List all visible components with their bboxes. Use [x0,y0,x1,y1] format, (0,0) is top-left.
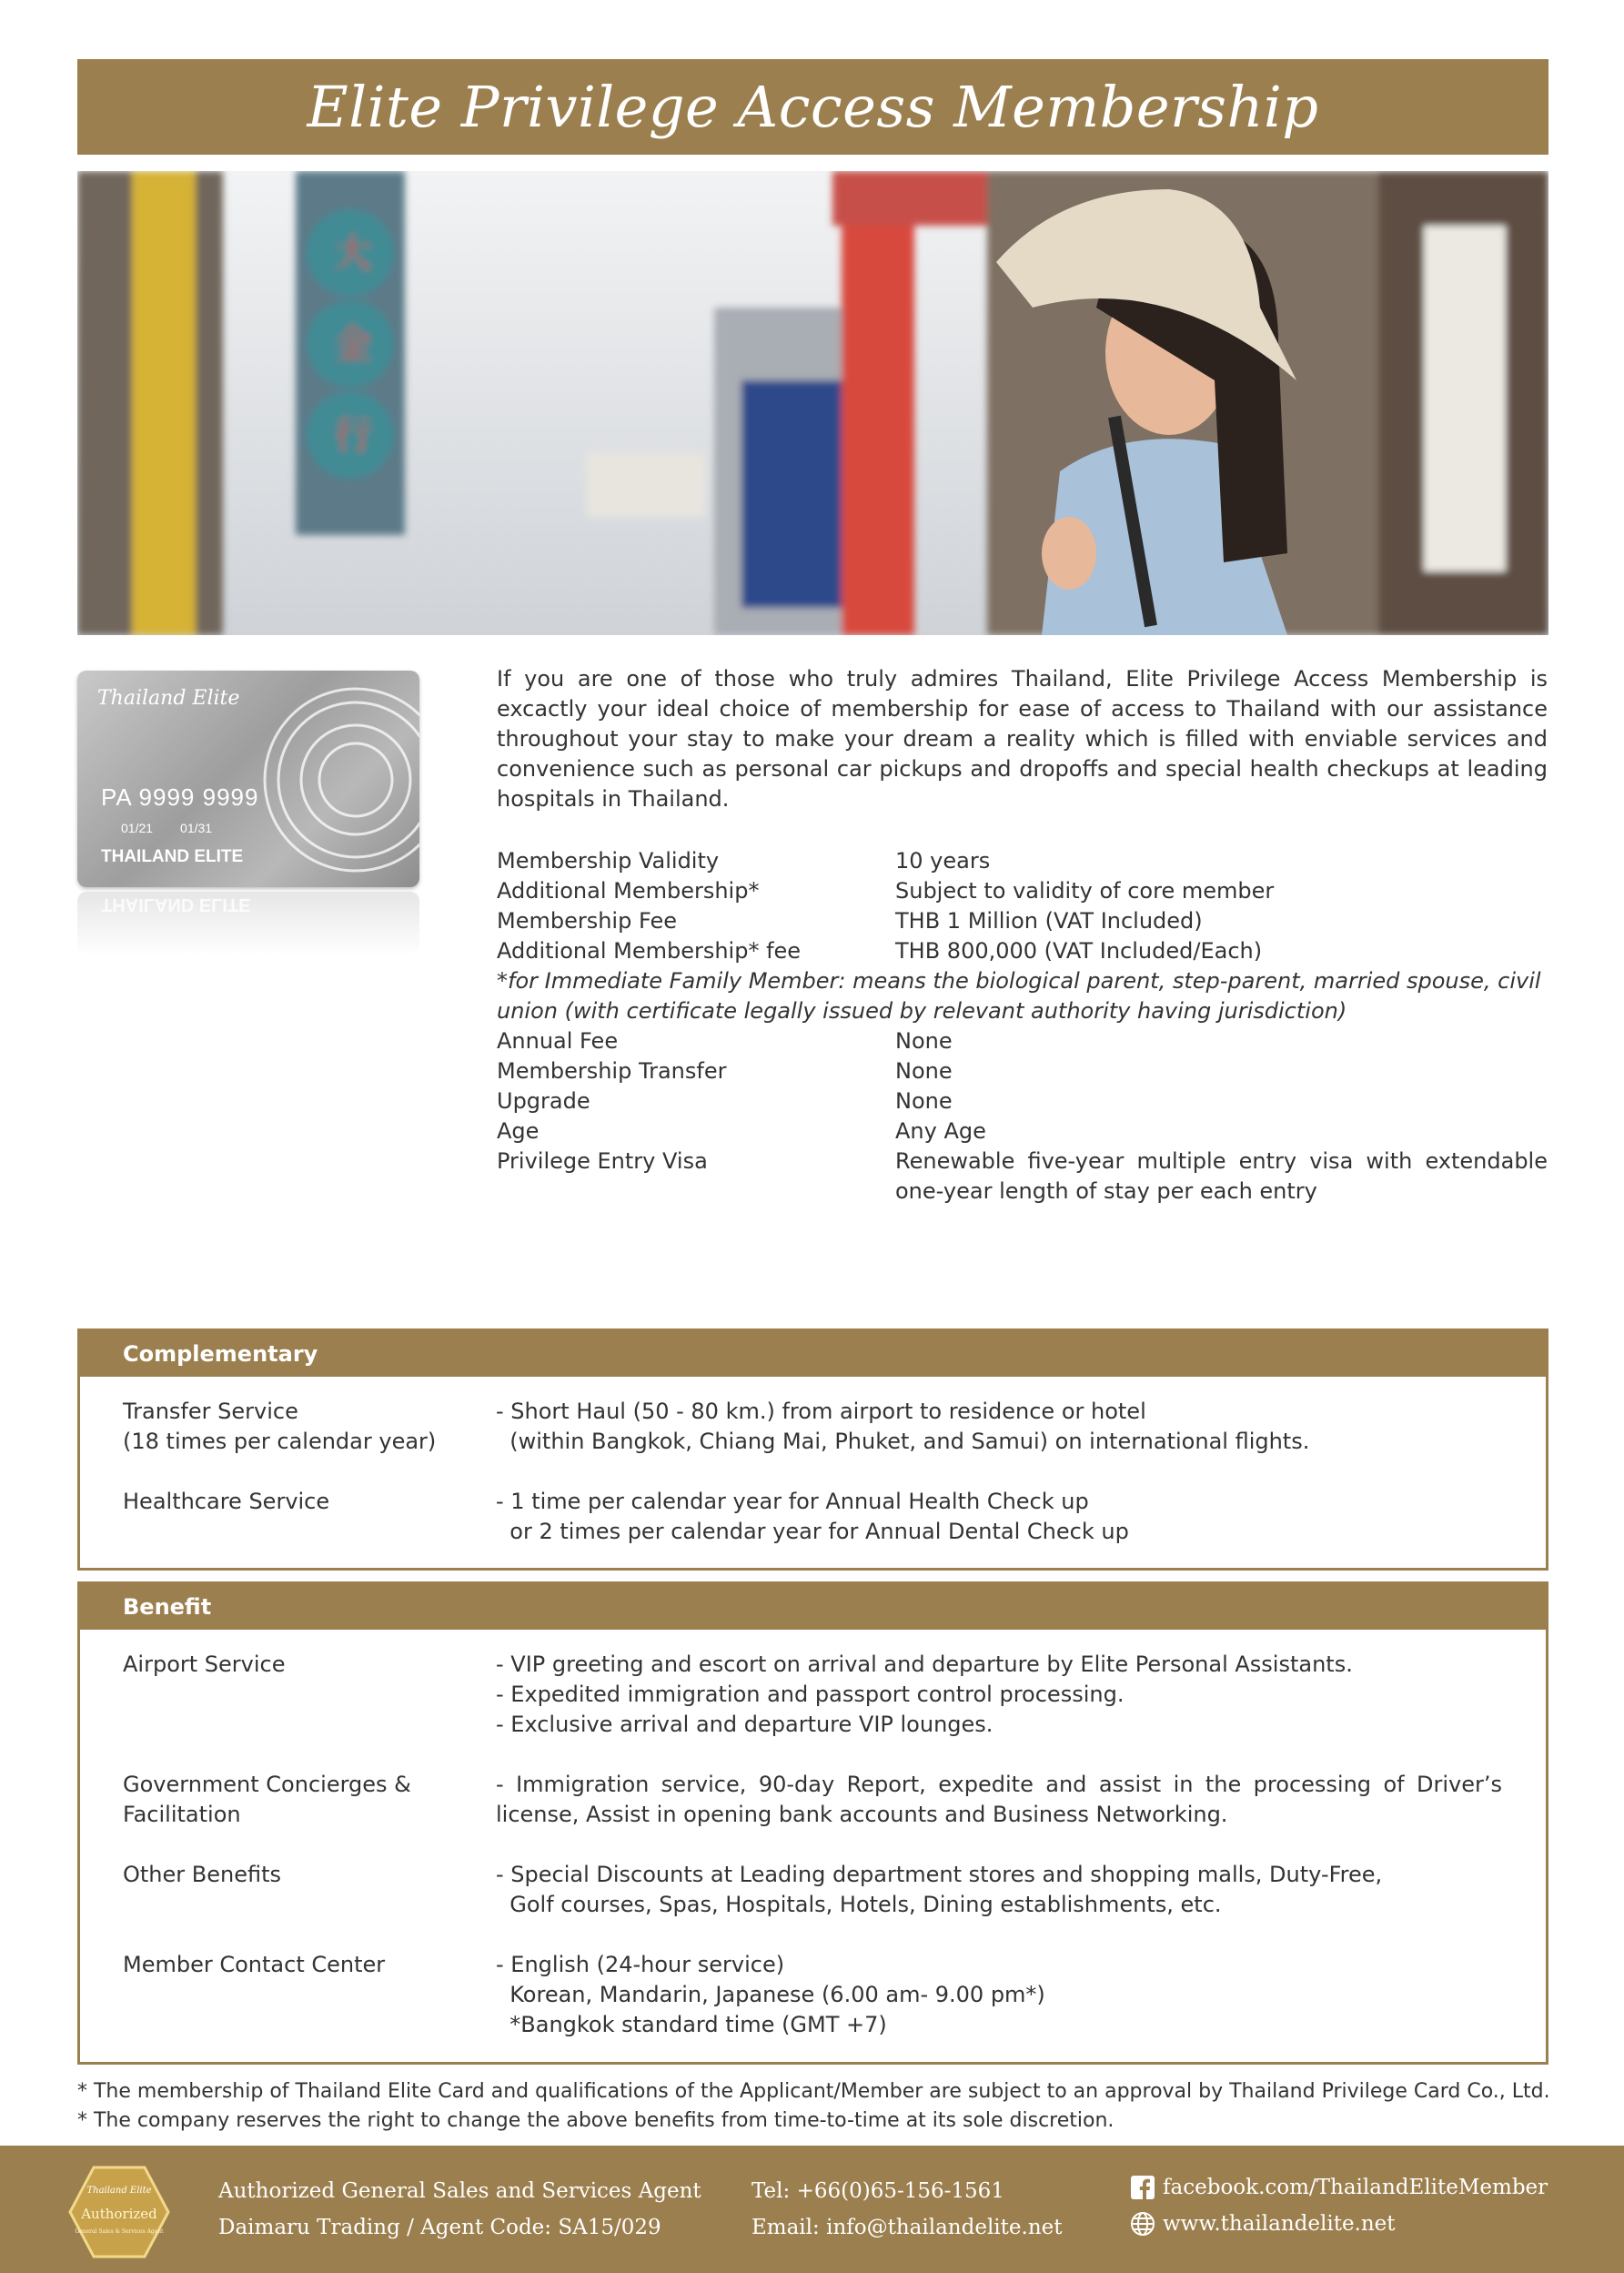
row-label: Other Benefits [123,1862,282,1887]
agent-code: Daimaru Trading / Agent Code: SA15/029 [218,2216,661,2239]
row-label-sub: (18 times per calendar year) [123,1429,437,1454]
spec-label: Upgrade [497,1088,590,1114]
svg-text:金: 金 [334,322,373,367]
complementary-heading: Complementary [80,1331,1546,1377]
spec-label: Additional Membership* fee [497,938,802,964]
panel-row [123,1487,1502,1547]
spec-value: None [895,1088,953,1114]
spec-label: Age [497,1118,540,1144]
row-line: *Bangkok standard time (GMT +7) [496,2012,887,2037]
spec-value: THB 800,000 (VAT Included/Each) [895,938,1263,964]
email-address[interactable]: Email: info@thailandelite.net [751,2216,1063,2239]
badge-sub-text: General Sales & Services Agent [75,2228,164,2235]
spec-label: Annual Fee [497,1028,619,1054]
spec-value: None [895,1058,953,1084]
globe-icon [1130,2211,1155,2237]
spec-row [497,936,1548,966]
spec-value: Renewable five-year multiple entry visa with extendable one-year length of stay per each entry [895,1148,1548,1204]
family-member-note: *for Immediate Family Member: means the biological parent, step-parent, married spouse, civil union (with certificate legally issued by relevant authority having jurisdiction) [497,968,1541,1024]
spec-label: Membership Validity [497,848,720,874]
benefit-heading: Benefit [80,1584,1546,1630]
title-banner [77,59,1548,155]
spec-row [497,1086,1548,1116]
facebook-icon [1130,2175,1155,2200]
facebook-link[interactable] [1130,2169,1548,2206]
street-scene-illustration [77,171,1548,635]
row-line: - Exclusive arrival and departure VIP lounges. [496,1712,994,1737]
spec-row [497,846,1548,876]
spec-label: Privilege Entry Visa [497,1148,708,1174]
badge-main-text: Authorized [81,2206,157,2222]
spec-row [497,1147,1548,1207]
website-url: www.thailandelite.net [1163,2212,1396,2236]
intro-paragraph: If you are one of those who truly admires Thailand, Elite Privilege Access Membership is excactly your ideal choice of membership for ease of access to Thailand with our assistance throughout your stay to make your dream a reality which is filled with enviable services and convenience such as personal car pickups and dropoffs and special health checkups at leading hospitals in Thailand. [497,666,1548,812]
row-line: - Immigration service, 90-day Report, expedite and assist in the processing of Driver’s license, Assist in opening bank accounts and Business Networking. [496,1772,1502,1827]
panel-row [123,1397,1502,1457]
row-line: or 2 times per calendar year for Annual Dental Check up [496,1519,1129,1544]
row-label: Healthcare Service [123,1489,330,1514]
panel-row [123,1770,1502,1830]
page-title: Elite Privilege Access Membership [307,74,1319,140]
spec-row [497,1116,1548,1147]
spec-value: None [895,1028,953,1054]
spec-value: 10 years [895,848,991,874]
agent-line: Authorized General Sales and Services Agent [218,2179,701,2203]
contact-info [751,2173,1063,2246]
complementary-panel [77,1328,1548,1571]
spec-value: THB 1 Million (VAT Included) [895,908,1203,934]
spec-row [497,1056,1548,1086]
phone-number[interactable]: Tel: +66(0)65-156-1561 [751,2179,1004,2203]
badge-top-text: Thailand Elite [86,2186,152,2196]
svg-text:行: 行 [334,413,373,458]
social-links [1130,2169,1548,2242]
row-label: Member Contact Center [123,1952,386,1977]
card-reflection-text: THAILAND ELITE [101,894,251,914]
spec-value: Subject to validity of core member [895,878,1275,904]
spec-label: Additional Membership* [497,878,760,904]
spec-row [497,906,1548,936]
card-valid-thru: 01/31 [180,821,213,835]
row-label: Government Concierges & Facilitation [123,1772,411,1827]
row-line: Korean, Mandarin, Japanese (6.00 am- 9.00 pm*) [496,1982,1045,2007]
row-line: - VIP greeting and escort on arrival and departure by Elite Personal Assistants. [496,1652,1353,1677]
facebook-url: facebook.com/ThailandEliteMember [1163,2176,1548,2199]
panel-row [123,1650,1502,1740]
footnote: * The membership of Thailand Elite Card and qualifications of the Applicant/Member are subject to an approval by Thailand Privilege Card Co., Ltd. [77,2080,1550,2103]
card-brand: THAILAND ELITE [101,847,244,866]
row-label: Transfer Service [123,1399,298,1424]
authorized-agent-badge [68,2166,170,2258]
row-line: - 1 time per calendar year for Annual Health Check up [496,1489,1089,1514]
footnotes [77,2077,1551,2136]
row-line: - Short Haul (50 - 80 km.) from airport to residence or hotel [496,1399,1146,1424]
spec-value: Any Age [895,1118,986,1144]
website-link[interactable] [1130,2206,1548,2242]
row-label: Airport Service [123,1652,286,1677]
mandala-icon [256,680,419,880]
spec-row [497,876,1548,906]
card-reflection [77,892,419,955]
spec-label: Membership Transfer [497,1058,727,1084]
row-line: - English (24-hour service) [496,1952,785,1977]
membership-specs [497,846,1548,1207]
card-valid-from: 01/21 [121,821,154,835]
svg-text:大: 大 [334,231,373,276]
spec-label: Membership Fee [497,908,677,934]
row-line: - Special Discounts at Leading department stores and shopping malls, Duty-Free, [496,1862,1383,1887]
panel-row [123,1860,1502,1920]
hero-photo [77,171,1548,635]
benefit-panel [77,1581,1548,2065]
row-line: - Expedited immigration and passport control processing. [496,1682,1125,1707]
card-dates [121,821,212,835]
row-line: (within Bangkok, Chiang Mai, Phuket, and Samui) on international flights. [496,1429,1310,1454]
footnote: * The company reserves the right to change the above benefits from time-to-time at its sole discretion. [77,2109,1115,2132]
agent-info [218,2173,701,2246]
footer [0,2146,1624,2273]
card-number: PA 9999 9999 [101,783,259,811]
row-line: Golf courses, Spas, Hospitals, Hotels, Dining establishments, etc. [496,1892,1222,1917]
panel-row [123,1950,1502,2040]
card-logo: Thailand Elite [97,687,240,710]
spec-row [497,1026,1548,1056]
membership-card-image [77,671,419,887]
